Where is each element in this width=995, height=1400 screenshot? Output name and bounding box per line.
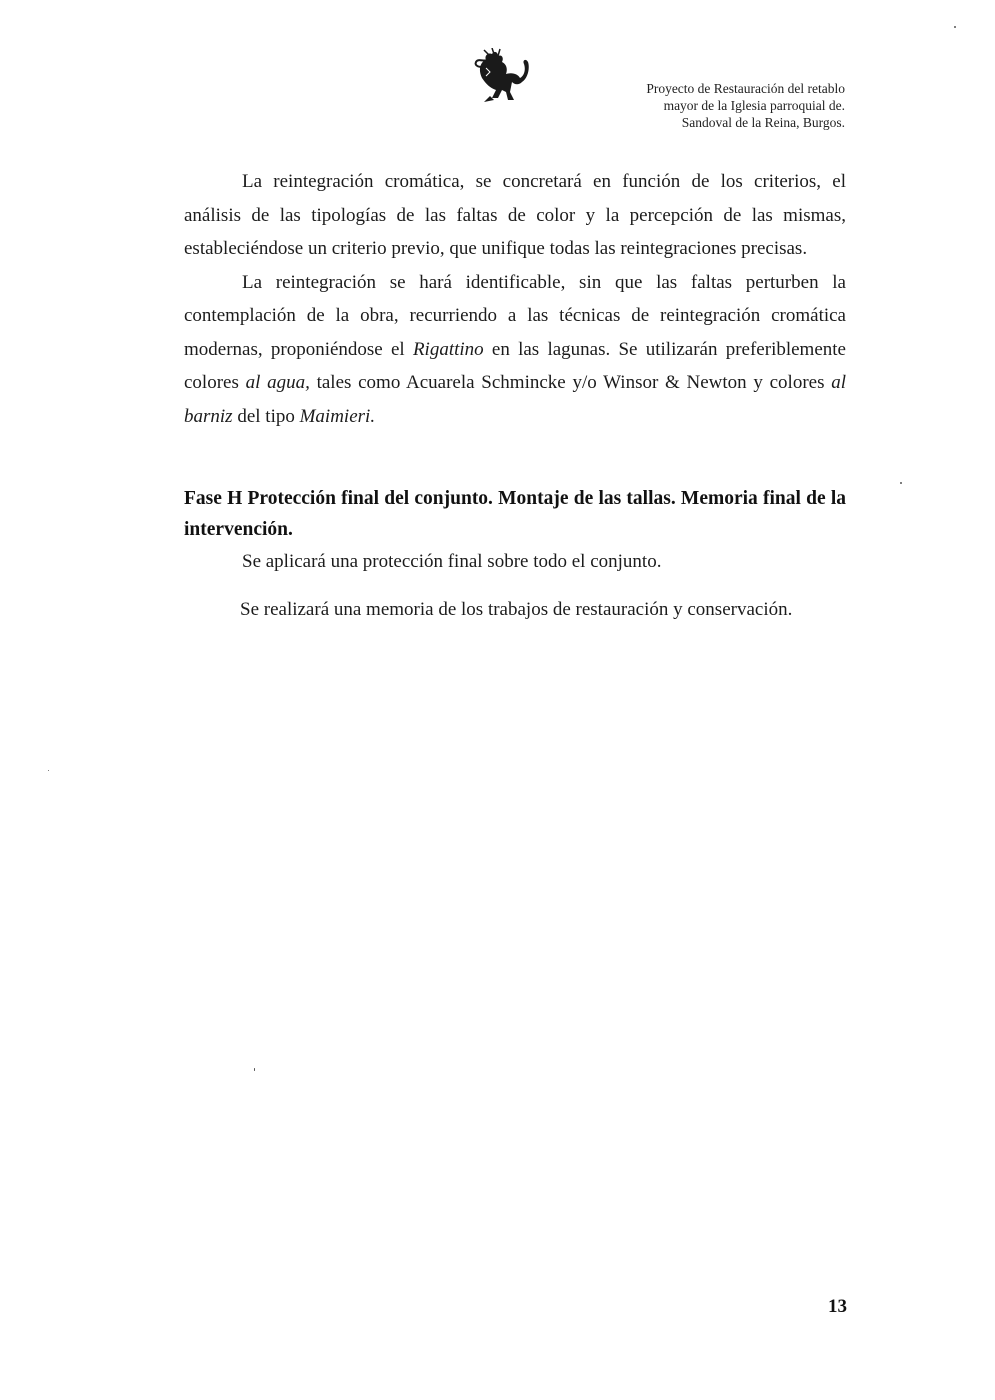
scan-speck (254, 1068, 255, 1071)
para2-line-4-italic-1: al agua, (245, 372, 310, 393)
header-line-3: Sandoval de la Reina, Burgos. (681, 115, 845, 130)
scan-speck (48, 770, 49, 771)
body-text (184, 165, 846, 433)
para1-line-1: La reintegración cromática, se concretará en función de los criterios, el (242, 171, 846, 192)
para2-line-1: La reintegración se hará identificable, sin que las faltas perturben la (242, 271, 846, 293)
scan-speck (954, 26, 956, 28)
document-header (605, 80, 845, 131)
section-heading-line-2: intervención. (184, 519, 293, 540)
section-text-1: Se aplicará una protección final sobre todo el conjunto. (242, 551, 662, 572)
page-number: 13 (828, 1296, 847, 1317)
para2-line-3-italic: Rigattino (412, 338, 484, 360)
para1-line-3: estableciéndose un criterio previo, que unifique todas las reintegraciones precisas. (184, 238, 808, 259)
para2-line-4 (184, 366, 846, 400)
para2-line-5-italic-2: Maimieri. (299, 405, 376, 427)
para2-line-4-italic-2: al (831, 372, 846, 393)
para1-line-2: análisis de las tipologías de las faltas de color y la percepción de las mismas, (184, 204, 846, 226)
para2-line-4-pre: colores (184, 372, 246, 393)
section-text-2: Se realizará una memoria de los trabajos de restauración y conservación. (240, 599, 793, 620)
para2-line-3 (184, 333, 846, 367)
heraldic-griffin-logo (468, 48, 532, 104)
section-heading (184, 483, 846, 545)
scan-speck (900, 482, 902, 484)
para2-line-5 (184, 400, 846, 434)
para2-line-4-mid: tales como Acuarela Schmincke y/o Winsor & Newton y colores (309, 372, 832, 393)
para2-line-3-post: en las lagunas. Se utilizarán preferiblemente (483, 338, 846, 360)
header-line-2: mayor de la Iglesia parroquial de. (663, 98, 845, 113)
para2-line-3-pre: modernas, proponiéndose el (184, 338, 413, 360)
para2-line-5-mid: del tipo (232, 405, 300, 427)
section-heading-line-1: Fase H Protección final del conjunto. Montaje de las tallas. Memoria final de la (184, 488, 846, 509)
header-line-1: Proyecto de Restauración del retablo (646, 81, 845, 96)
para2-line-2: contemplación de la obra, recurriendo a las técnicas de reintegración cromática (184, 305, 846, 326)
para2-line-5-italic-1: barniz (184, 405, 233, 427)
